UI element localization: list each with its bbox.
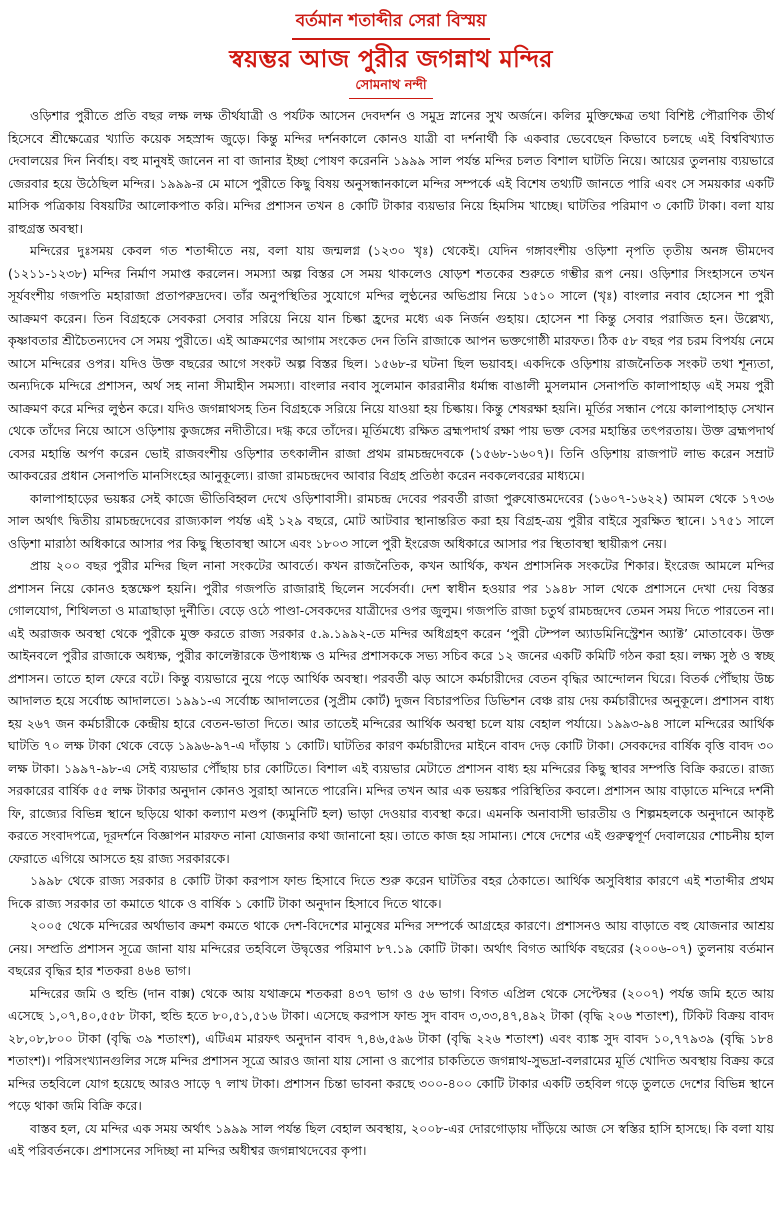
article-body — [8, 105, 774, 1163]
paragraph: ১৯৯৮ থেকে রাজ্য সরকার ৪ কোটি টাকা করপাস ফান্ড হিসাবে দিতে শুরু করেন ঘাটতির বহর ঠেকাতে। আর্থিক অসুবিধার কারণে এই শতাব্দীর প্রথম দিকে রাজ্য সরকার তা কমাতে থাকে ও বার্ষিক ১ কোটি টাকা অনুদান হিসাবে দিতে থাকে। — [8, 873, 774, 911]
paragraph: প্রায় ২০০ বছর পুরীর মন্দির ছিল নানা সংকটের আবর্তে। কখন রাজনৈতিক, কখন আর্থিক, কখন প্রশাসনিক সংকটের শিকার। ইংরেজ আমলে মন্দির প্রশাসন নিয়ে কোনও হস্তক্ষেপ হয়নি। পুরীর গজপতি রাজারাই ছিলেন সর্বেসর্বা। দেশ স্বাধীন হওয়ার পর ১৯৪৮ সাল থেকে প্রশাসনে দেখা দেয় বিস্তর গোলযোগ, শিথিলতা ও মাত্রাছাড়া দুর্নীতি। বেড়ে ওঠে পাণ্ডা-সেবকদের যাত্রীদের ওপর জুলুম। গজপতি রাজা চতুর্থ রামচন্দ্রদেব তেমন সময় দিতে পারতেন না। এই অরাজক অবস্থা থেকে পুরীকে মুক্ত করতে রাজ্য সরকার ৫.৯.১৯৯২-তে মন্দির অধিগ্রহণ করেন ‘পুরী টেম্পল অ্যাডমিনিস্ট্রেশন অ্যাক্ট’ মোতাবেক। উক্ত আইনবলে পুরীর রাজাকে অধ্যক্ষ, পুরীর কালেক্টারকে উপাধ্যক্ষ ও মন্দির প্রশাসককে সভ্য সচিব করে ১২ জনের একটি কমিটি গঠন করা হয়। লক্ষ্য সুষ্ঠ ও স্বচ্ছ প্রশাসন। তাতে হাল ফেরে বটে। কিন্তু ব্যয়ভারে নুয়ে পড়ে আর্থিক অবস্থা। পরবর্তী ঝড় আসে কর্মচারীদের বেতন বৃদ্ধির আন্দোলন ঘিরে। বিতর্ক পৌঁছায় উচ্চ আদালত হয়ে সর্বোচ্চ আদালতে। ১৯৯১-এ সর্বোচ্চ আদালতের (সুপ্রীম কোর্ট) দুজন বিচারপতির ডিভিশন বেঞ্চ রায় দেয় কর্মচারীদের অনুকূলে। প্রশাসন বাধ্য হয় ২৬৭ জন কর্মচারীকে কেন্দ্রীয় হারে বেতন-ভাতা দিতে। আর তাতেই মন্দিরের আর্থিক অবস্থা চলে যায় বেহাল পর্যায়ে। ১৯৯৩-৯৪ সালে মন্দিরের আর্থিক ঘাটতি ৭০ লক্ষ টাকা থেকে বেড়ে ১৯৯৬-৯৭-এ দাঁড়ায় ১ কোটি। ঘাটতির কারণ কর্মচারীদের মাইনে বাবদ দেড় কোটি টাকা। সেবকদের বার্ষিক বৃত্তি বাবদ ৩০ লক্ষ টাকা। ১৯৯৭-৯৮-এ সেই ব্যয়ভার পৌঁছায় চার কোটিতে। বিশাল এই ব্যয়ভার মেটাতে প্রশাসন বাধ্য হয় মন্দিরের কিছু স্থাবর সম্পত্তি বিক্রি করতে। রাজ্য সরকারের বার্ষিক ৫৫ লক্ষ টাকার অনুদান কোনও সুরাহা আনতে পারেনি। মন্দির তখন আর এক ভয়ঙ্কর পরিস্থিতির কবলে। প্রশাসন আয় বাড়াতে মন্দিরে দর্শনী ফি, রাজ্যের বিভিন্ন স্থানে ছড়িয়ে থাকা কল্যাণ মণ্ডপ (ক্যমুনিটি হল) ভাড়া দেওয়ার ব্যবস্থা করে। এমনকি অনাবাসী ভারতীয় ও শিল্পমহলকে অনুদানে আকৃষ্ট করতে সংবাদপত্রে, দূরদর্শনে বিজ্ঞাপন মারফত নানা যোজনার কথা জানানো হয়। তাতে কাজ হয় সামান্য। শেষে দেশের এই গুরুত্বপূর্ণ দেবালয়ের শোচনীয় হাল ফেরাতে এগিয়ে আসতে হয় রাজ্য সরকারকে। — [8, 558, 774, 866]
article-header — [8, 6, 774, 99]
paragraph: কালাপাহাড়ের ভয়ঙ্কর সেই কাজে ভীতিবিহ্বল দেখে ওড়িশাবাসী। রামচন্দ্র দেবের পরবর্তী রাজা পুরুষোত্তমদেবের (১৬০৭-১৬২২) আমল থেকে ১৭৩৬ সাল অর্থাৎ দ্বিতীয় রামচন্দ্রদেবের রাজ্যকাল পর্যন্ত এই ১২৯ বছরে, মোট আটবার স্থানান্তরিত করা হয় বিগ্রহ-ত্রয় পুরীর বাইরে সুরক্ষিত স্থানে। ১৭৫১ সালে ওড়িশা মারাঠা অধিকারে আসার পর কিছু স্থিতাবস্থা আসে এবং ১৮০৩ সালে পুরী ইংরেজ অধিকারে আসার পর স্থিতাবস্থা স্থায়ীরূপ নেয়। — [8, 490, 774, 551]
article-title: স্বয়ম্ভর আজ পুরীর জগন্নাথ মন্দির — [229, 45, 553, 73]
article-author: সোমনাথ নন্দী — [349, 76, 432, 99]
article-kicker: বর্তমান শতাব্দীর সেরা বিস্ময় — [292, 8, 491, 40]
paragraph: মন্দিরের জমি ও হুন্ডি (দান বাক্স) থেকে আয় যথাক্রমে শতকরা ৪৩৭ ভাগ ও ৫৬ ভাগ। বিগত এপ্রিল থেকে সেপ্টেম্বর (২০০৭) পর্যন্ত জমি হতে আয় এসেছে ১,০৭,৪০,৫৫৮ টাকা, হুন্ডি হতে ৮০,৫১,৫১৬ টাকা। এসেছে করপাস ফান্ড সুদ বাবদ ৩,৩৩,৪৭,৪৯২ টাকা (বৃদ্ধি ২০৬ শতাংশ), টিকিট বিক্রয় বাবদ ২৮,০৮,৮০০ টাকা (বৃদ্ধি ৩৯ শতাংশ), এটিএম মারফৎ অনুদান বাবদ ৭,৪৬,৫৯৬ টাকা (বৃদ্ধি ২২৬ শতাংশ) এবং ব্যাঙ্ক সুদ বাবদ ১০,৭৭৯৩৯ (বৃদ্ধি ১৮৪ শতাংশ)। পরিসংখ্যানগুলির সঙ্গে মন্দির প্রশাসন সূত্রে আরও জানা যায় সোনা ও রূপোর চাকতিতে জগন্নাথ-সুভদ্রা-বলরামের মূর্তি খোদিত অবস্থায় বিক্রয় করে মন্দির তহবিলে যোগ হয়েছে আরও সাড়ে ৭ লাখ টাকা। প্রশাসন চিন্তা ভাবনা করছে ৩০০-৪০০ কোটি টাকার একটি তহবিল গড়ে তুলতে দেশের বিভিন্ন স্থানে পড়ে থাকা জমি বিক্রি করে। — [8, 985, 774, 1113]
paragraph: বাস্তব হল, যে মন্দির এক সময় অর্থাৎ ১৯৯৯ সাল পর্যন্ত ছিল বেহাল অবস্থায়, ২০০৮-এর দোরগোড়ায় দাঁড়িয়ে আজ সে স্বস্তির হাসি হাসছে। কি বলা যায় এই পরিবর্তনকে। প্রশাসনের সদিচ্ছা না মন্দির অধীশ্বর জগন্নাথদেবের কৃপা। — [8, 1120, 774, 1158]
paragraph: ২০০৫ থেকে মন্দিরের অর্থাভাব ক্রমশ কমতে থাকে দেশ-বিদেশের মানুষের মন্দির সম্পর্কে আগ্রহের কারণে। প্রশাসনও আয় বাড়াতে বহু যোজনার আশ্রয় নেয়। সম্প্রতি প্রশাসন সূত্রে জানা যায় মন্দিরের তহবিলে উদ্বৃত্তের পরিমাণ ৮৭.১৯ কোটি টাকা। অর্থাৎ বিগত আর্থিক বছরের (২০০৬-০৭) তুলনায় বর্তমান বছরের বৃদ্ধির হার শতকরা ৪৬৪ ভাগ। — [8, 918, 774, 978]
paragraph: মন্দিরের দুঃসময় কেবল গত শতাব্দীতে নয়, বলা যায় জন্মলগ্ন (১২৩০ খৃঃ) থেকেই। যেদিন গঙ্গাবংশীয় ওড়িশা নৃপতি তৃতীয় অনঙ্গ ভীমদেব (১২১১-১২৩৮) মন্দির নির্মাণ সমাপ্ত করলেন। সমস্যা অল্প বিস্তর সে সময় থাকলেও ষোড়শ শতকের শুরুতে গম্ভীর রূপ নেয়। ওড়িশার সিংহাসনে তখন সূর্যবংশীয় গজপতি মহারাজা প্রতাপরুদ্রদেব। তাঁর অনুপস্থিতির সুযোগে মন্দির লুণ্ঠনের অভিপ্রায় নিয়ে ১৫১০ সালে (খৃঃ) বাংলার নবাব হোসেন শা পুরী আক্রমণ করেন। তিন বিগ্রহকে সেবকরা সেবার সরিয়ে নিয়ে যান চিল্কা হ্রদের মধ্যে এক নির্জন গুহায়। হোসেন শা কিন্তু সেবার পরাজিত হন। উল্লেখ্য, কৃষ্ণাবতার শ্রীচৈতন্যদেব সে সময় পুরীতে। এই আক্রমণের আগাম সংকেত দেন তিনি রাজাকে আপন ভক্তগোষ্ঠী মারফত। ঠিক ৫৮ বছর পর চরম বিপর্যয় নেমে আসে মন্দিরের ওপর। যদিও উক্ত বছরের আগে সংকট অল্প বিস্তর ছিল। ১৫৬৮-র ঘটনা ছিল ভয়াবহ। একদিকে ওড়িশায় রাজনৈতিক সংকট তথা শূন্যতা, অন্যদিকে মন্দিরে প্রশাসন, অর্থ সহ নানা সীমাহীন সমস্যা। বাংলার নবাব সুলেমান কাররানীর ধর্মান্ধ বাঙালী মুসলমান সেনাপতি কালাপাহাড় এই সময় পুরী আক্রমণ করে মন্দির লুণ্ঠন করে। যদিও জগন্নাথসহ তিন বিগ্রহকে সরিয়ে নিয়ে যাওয়া হয় চিল্কায়। কিন্তু শেষরক্ষা হয়নি। মূর্তির সন্ধান পেয়ে কালাপাহাড় সেখান থেকে তাঁদের নিয়ে আসে ওড়িশায় কুজঙ্গের নদীতীরে। দগ্ধ করে তাঁদের। মূর্তিমধ্যে রক্ষিত ব্রহ্মপদার্থ রক্ষা পায় ভক্ত বেসর মহান্তির তৎপরতায়। উক্ত ব্রহ্মপদার্থ বেসর মহান্তি অর্পণ করেন ভোই রাজবংশীয় ওড়িশার তৎকালীন রাজা প্রথম রামচন্দ্রদেবকে (১৫৬৮-১৬০৭)। তিনি ওড়িশায় রাজপাট লাভ করেন সম্রাট আকবরের প্রধান সেনাপতি মানসিংহের আনুকূল্যে। রাজা রামচন্দ্রদেব আবার বিগ্রহ প্রতিষ্ঠা করেন নবকলেবরের মাধ্যমে। — [8, 243, 774, 483]
paragraph: ওড়িশার পুরীতে প্রতি বছর লক্ষ লক্ষ তীর্থযাত্রী ও পর্যটক আসেন দেবদর্শন ও সমুদ্র স্নানের সুখ অর্জনে। কলির মুক্তিক্ষেত্র তথা বিশিষ্ট পৌরাণিক তীর্থ হিসেবে শ্রীক্ষেত্রের খ্যাতি কয়েক সহস্রাব্দ জুড়ে। কিন্তু মন্দির দর্শনকালে কোনও যাত্রী বা দর্শনার্থী কি একবার ভেবেছেন কিভাবে চলছে এই বিশ্ববিখ্যাত দেবালয়ের দিন নির্বাহ। বহু মানুষই জানেন না বা জানার ইচ্ছা পোষণ করেননি ১৯৯৯ সাল পর্যন্ত মন্দির চলত বিশাল ঘাটতি নিয়ে। আয়ের তুলনায় ব্যয়ভারে জেরবার হয়ে উঠেছিল মন্দির। ১৯৯৯-র মে মাসে পুরীতে কিছু বিষয় অনুসন্ধানকালে মন্দির সম্পর্কে এই বিশেষ তথ্যটি জানতে পারি এবং সে সময়কার একটি মাসিক পত্রিকায় বিষয়টির আলোকপাত করি। মন্দির প্রশাসন তখন ৪ কোটি টাকার ব্যয়ভার নিয়ে হিমসিম খাচ্ছে। ঘাটতির পরিমাণ ৩ কোটি টাকা। বলা যায় রাহুগ্রস্ত অবস্থা। — [8, 108, 774, 236]
